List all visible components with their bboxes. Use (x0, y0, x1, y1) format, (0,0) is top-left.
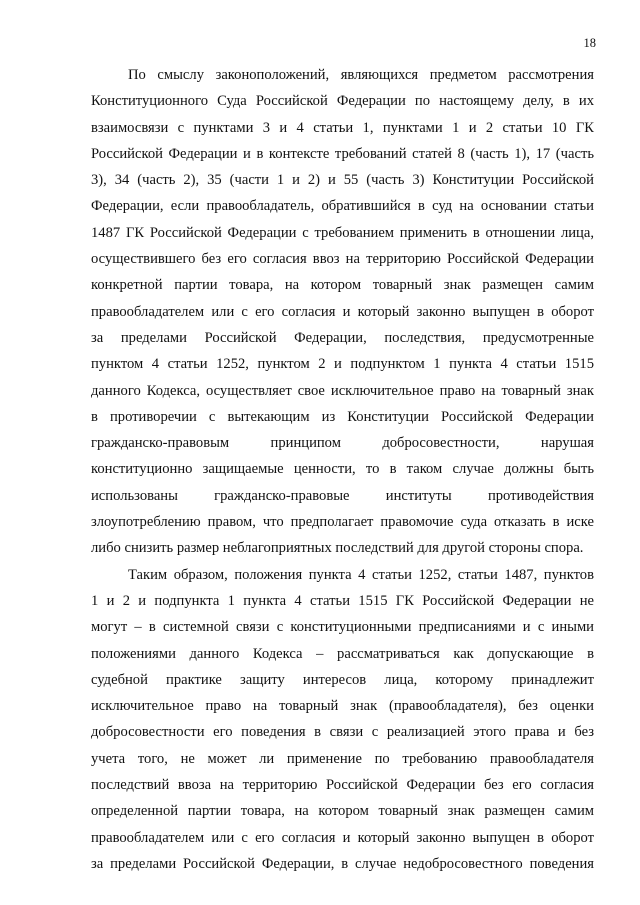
text-line: 1 и 2 и подпункта 1 пункта 4 статьи 1515 ГК Российской Федерации не (91, 592, 594, 609)
paragraph (91, 62, 594, 562)
text-line: пунктом 4 статьи 1252, пунктом 2 и подпунктом 1 пункта 4 статьи 1515 (91, 356, 594, 373)
text-line: Таким образом, положения пункта 4 статьи 1252, статьи 1487, пунктов (128, 566, 594, 583)
text-line: могут – в системной связи с конституционными предписаниями и с иными (91, 619, 594, 636)
text-line: 3), 34 (часть 2), 35 (части 1 и 2) и 55 (часть 3) Конституции Российской (91, 172, 594, 189)
text-line: за пределами Российской Федерации, в случае недобросовестного поведения (91, 855, 594, 872)
text-line: Федерации, если правообладатель, обратившийся в суд на основании статьи (91, 198, 594, 215)
text-line: либо снизить размер неблагоприятных последствий для другой стороны спора. (91, 540, 584, 557)
text-line: положениями данного Кодекса – рассматриваться как допускающие в (91, 645, 594, 662)
page-number: 18 (583, 36, 596, 50)
text-line: 1487 ГК Российской Федерации с требованием применить в отношении лица, (91, 224, 594, 241)
text-line: добросовестности его поведения в связи с реализацией этого права и без (91, 724, 594, 741)
text-line: правообладателем или с его согласия и который законно выпущен в оборот (91, 829, 594, 846)
text-line: в противоречии с вытекающим из Конституции Российской Федерации (91, 408, 594, 425)
text-line: данного Кодекса, осуществляет свое исключительное право на товарный знак (91, 382, 594, 399)
text-line: взаимосвязи с пунктами 3 и 4 статьи 1, пунктами 1 и 2 статьи 10 ГК (91, 119, 594, 136)
text-line: определенной партии товара, на котором товарный знак размещен самим (91, 803, 594, 820)
text-line: учета того, не может ли применение по требованию правообладателя (91, 750, 594, 767)
text-line: за пределами Российской Федерации, последствия, предусмотренные (91, 329, 594, 346)
text-line: судебной практике защиту интересов лица, которому принадлежит (91, 671, 594, 688)
text-line: осуществившего без его согласия ввоз на территорию Российской Федерации (91, 251, 594, 268)
text-line: гражданско-правовым принципом добросовестности, нарушая (91, 435, 594, 452)
paragraph (91, 562, 594, 878)
document-body (91, 62, 594, 877)
text-line: использованы гражданско-правовые институты противодействия (91, 487, 594, 504)
text-line: конституционно защищаемые ценности, то в таком случае должны быть (91, 461, 594, 478)
text-line: исключительное право на товарный знак (правообладателя), без оценки (91, 698, 594, 715)
text-line: Российской Федерации и в контексте требований статей 8 (часть 1), 17 (часть (91, 145, 594, 162)
text-line: По смыслу законоположений, являющихся предметом рассмотрения (128, 67, 594, 83)
text-line: последствий ввоза на территорию Российской Федерации без его согласия (91, 777, 594, 794)
text-line: Конституционного Суда Российской Федерации по настоящему делу, в их (91, 93, 594, 110)
text-line: конкретной партии товара, на котором товарный знак размещен самим (91, 277, 594, 294)
text-line: злоупотреблению правом, что предполагает правомочие суда отказать в иске (91, 514, 594, 531)
text-line: правообладателем или с его согласия и который законно выпущен в оборот (91, 303, 594, 320)
